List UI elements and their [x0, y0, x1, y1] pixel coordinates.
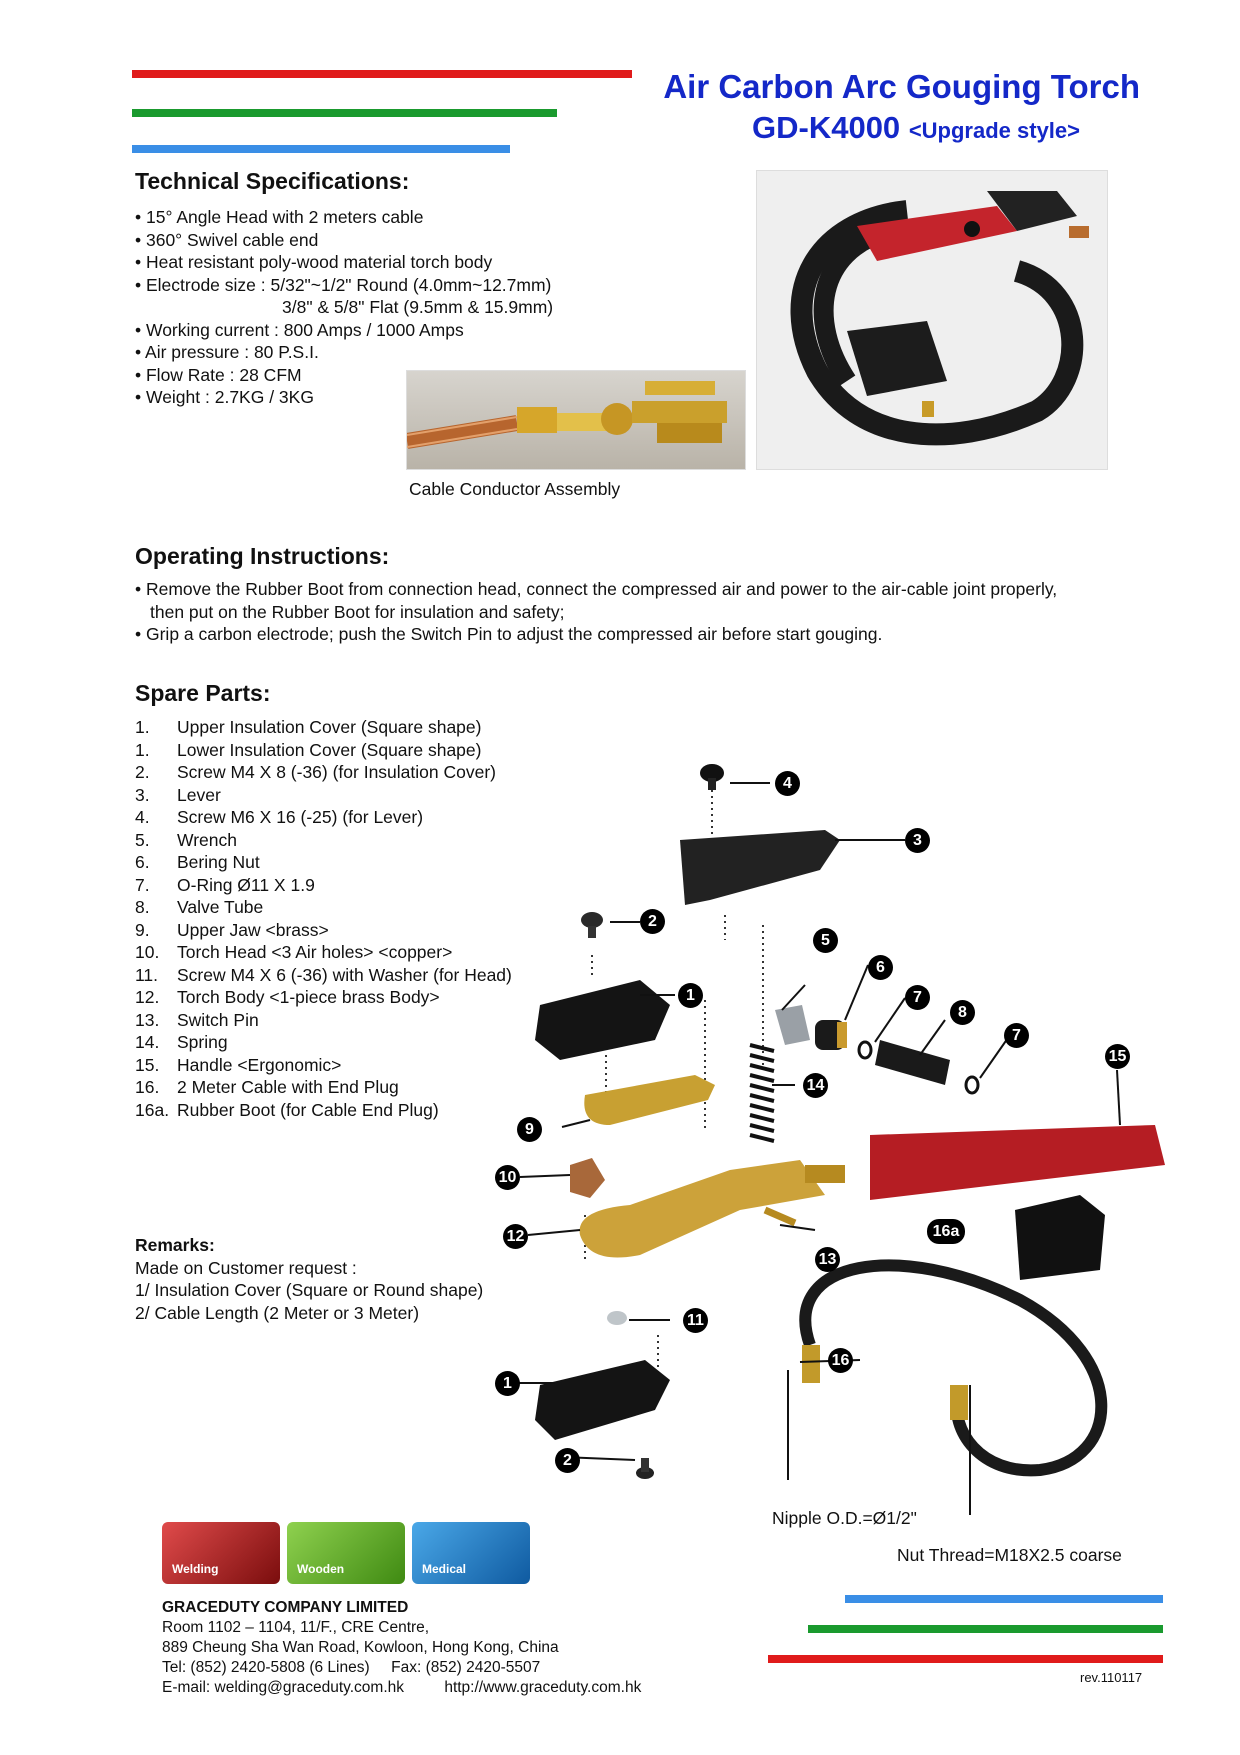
- list-item: 13. Switch Pin: [135, 1009, 259, 1030]
- callout-15: 15: [1105, 1044, 1130, 1069]
- nipple-label: Nipple O.D.=Ø1/2": [772, 1508, 917, 1528]
- callout-16: 16: [828, 1348, 853, 1373]
- address-line: Room 1102 – 1104, 11/F., CRE Centre,: [162, 1619, 430, 1636]
- list-item: 16a. Rubber Boot (for Cable End Plug): [135, 1099, 439, 1120]
- list-item: 7. O-Ring Ø11 X 1.9: [135, 874, 315, 895]
- callout-9: 9: [517, 1117, 542, 1142]
- contact-line: [162, 1678, 641, 1698]
- list-item: 2. Screw M4 X 8 (-36) (for Insulation Cover): [135, 762, 496, 782]
- list-item: • Working current : 800 Amps / 1000 Amps: [135, 319, 464, 340]
- footer: [162, 1598, 641, 1698]
- callout-11: 11: [683, 1308, 708, 1333]
- remarks-line: 1/ Insulation Cover (Square or Round shape): [135, 1280, 484, 1300]
- top-blue-bar: [132, 145, 510, 153]
- screw-4: [700, 764, 724, 790]
- list-item: • Flow Rate : 28 CFM: [135, 364, 302, 385]
- list-item: 4. Screw M6 X 16 (-25) (for Lever): [135, 807, 424, 827]
- list-item: • 15° Angle Head with 2 meters cable: [135, 207, 424, 227]
- remarks: [135, 1234, 483, 1324]
- list-item: then put on the Rubber Boot for insulation and safety;: [150, 601, 565, 622]
- remarks-heading: Remarks:: [135, 1235, 215, 1255]
- callout-13: 13: [815, 1247, 840, 1272]
- exploded-diagram: [480, 740, 1180, 1560]
- tech-heading: Technical Specifications:: [135, 168, 410, 194]
- photo-caption: Cable Conductor Assembly: [409, 479, 621, 499]
- list-item: • Heat resistant poly-wood material torch body: [135, 252, 493, 272]
- callout-6: 6: [868, 955, 893, 980]
- list-item: 9. Upper Jaw <brass>: [135, 919, 329, 940]
- callout-2b: 2: [555, 1448, 580, 1473]
- callout-3: 3: [905, 828, 930, 853]
- wooden-badge: Wooden: [287, 1522, 405, 1584]
- medical-badge: Medical: [412, 1522, 530, 1584]
- torch-photo: [756, 170, 1108, 470]
- callout-5: 5: [813, 928, 838, 953]
- bottom-blue-bar: [845, 1595, 1163, 1603]
- list-item: 10. Torch Head <3 Air holes> <copper>: [135, 942, 453, 962]
- bottom-green-bar: [808, 1625, 1163, 1633]
- page-title: Air Carbon Arc Gouging Torch: [663, 68, 1140, 105]
- callout-7: 7: [905, 985, 930, 1010]
- welding-badge: Welding: [162, 1522, 280, 1584]
- model-style: <Upgrade style>: [908, 118, 1080, 143]
- operating-list: [135, 578, 1057, 646]
- list-item: 12. Torch Body <1-piece brass Body>: [135, 987, 440, 1007]
- callout-12: 12: [503, 1224, 528, 1249]
- list-item: • Weight : 2.7KG / 3KG: [135, 387, 314, 407]
- top-green-bar: [132, 109, 557, 117]
- bottom-red-bar: [768, 1655, 1163, 1663]
- list-item: 15. Handle <Ergonomic>: [135, 1054, 342, 1075]
- list-item: • Remove the Rubber Boot from connection head, connect the compressed air and power to the air-cable joint properly,: [135, 579, 1058, 599]
- list-item: 3/8" & 5/8" Flat (9.5mm & 15.9mm): [282, 297, 554, 317]
- remarks-line: 2/ Cable Length (2 Meter or 3 Meter): [135, 1302, 420, 1323]
- callout-1: 1: [678, 983, 703, 1008]
- list-item: • Air pressure : 80 P.S.I.: [135, 342, 319, 362]
- list-item: 6. Bering Nut: [135, 852, 260, 872]
- list-item: 3. Lever: [135, 784, 221, 805]
- model-number: GD-K4000: [752, 110, 901, 145]
- website-link[interactable]: http://www.graceduty.com.hk: [444, 1679, 642, 1696]
- address-line: 889 Cheung Sha Wan Road, Kowloon, Hong Kong, China: [162, 1639, 559, 1656]
- model-title: [560, 110, 1080, 146]
- callout-14: 14: [803, 1073, 828, 1098]
- callout-7b: 7: [1004, 1023, 1029, 1048]
- callout-8: 8: [950, 1000, 975, 1025]
- callout-10: 10: [495, 1165, 520, 1190]
- callout-2: 2: [640, 909, 665, 934]
- callout-16a: 16a: [927, 1219, 965, 1244]
- list-item: 16. 2 Meter Cable with End Plug: [135, 1077, 399, 1097]
- list-item: • Grip a carbon electrode; push the Switch Pin to adjust the compressed air before start gouging.: [135, 624, 883, 644]
- spare-heading: Spare Parts:: [135, 680, 271, 706]
- list-item: • Electrode size : 5/32"~1/2" Round (4.0mm~12.7mm): [135, 274, 552, 295]
- remarks-line: Made on Customer request :: [135, 1257, 357, 1278]
- list-item: 11. Screw M4 X 6 (-36) with Washer (for Head): [135, 964, 512, 985]
- list-item: 1. Lower Insulation Cover (Square shape): [135, 739, 482, 760]
- cable-conductor-photo: [406, 370, 746, 470]
- list-item: 5. Wrench: [135, 829, 237, 850]
- nut-label: Nut Thread=M18X2.5 coarse: [897, 1545, 1122, 1565]
- spare-list: [135, 716, 512, 1121]
- list-item: 1. Upper Insulation Cover (Square shape): [135, 717, 482, 737]
- operating-heading: Operating Instructions:: [135, 543, 390, 569]
- revision-label: rev.110117: [1080, 1670, 1143, 1685]
- callout-1b: 1: [495, 1371, 520, 1396]
- top-red-bar: [132, 70, 632, 78]
- list-item: 14. Spring: [135, 1032, 228, 1052]
- callout-4: 4: [775, 771, 800, 796]
- company-name: GRACEDUTY COMPANY LIMITED: [162, 1599, 409, 1616]
- list-item: • 360° Swivel cable end: [135, 229, 319, 250]
- list-item: 8. Valve Tube: [135, 897, 264, 917]
- phone-line: Tel: (852) 2420-5808 (6 Lines) Fax: (852) 2420-5507: [162, 1659, 541, 1676]
- email-link[interactable]: E-mail: welding@graceduty.com.hk: [162, 1679, 405, 1696]
